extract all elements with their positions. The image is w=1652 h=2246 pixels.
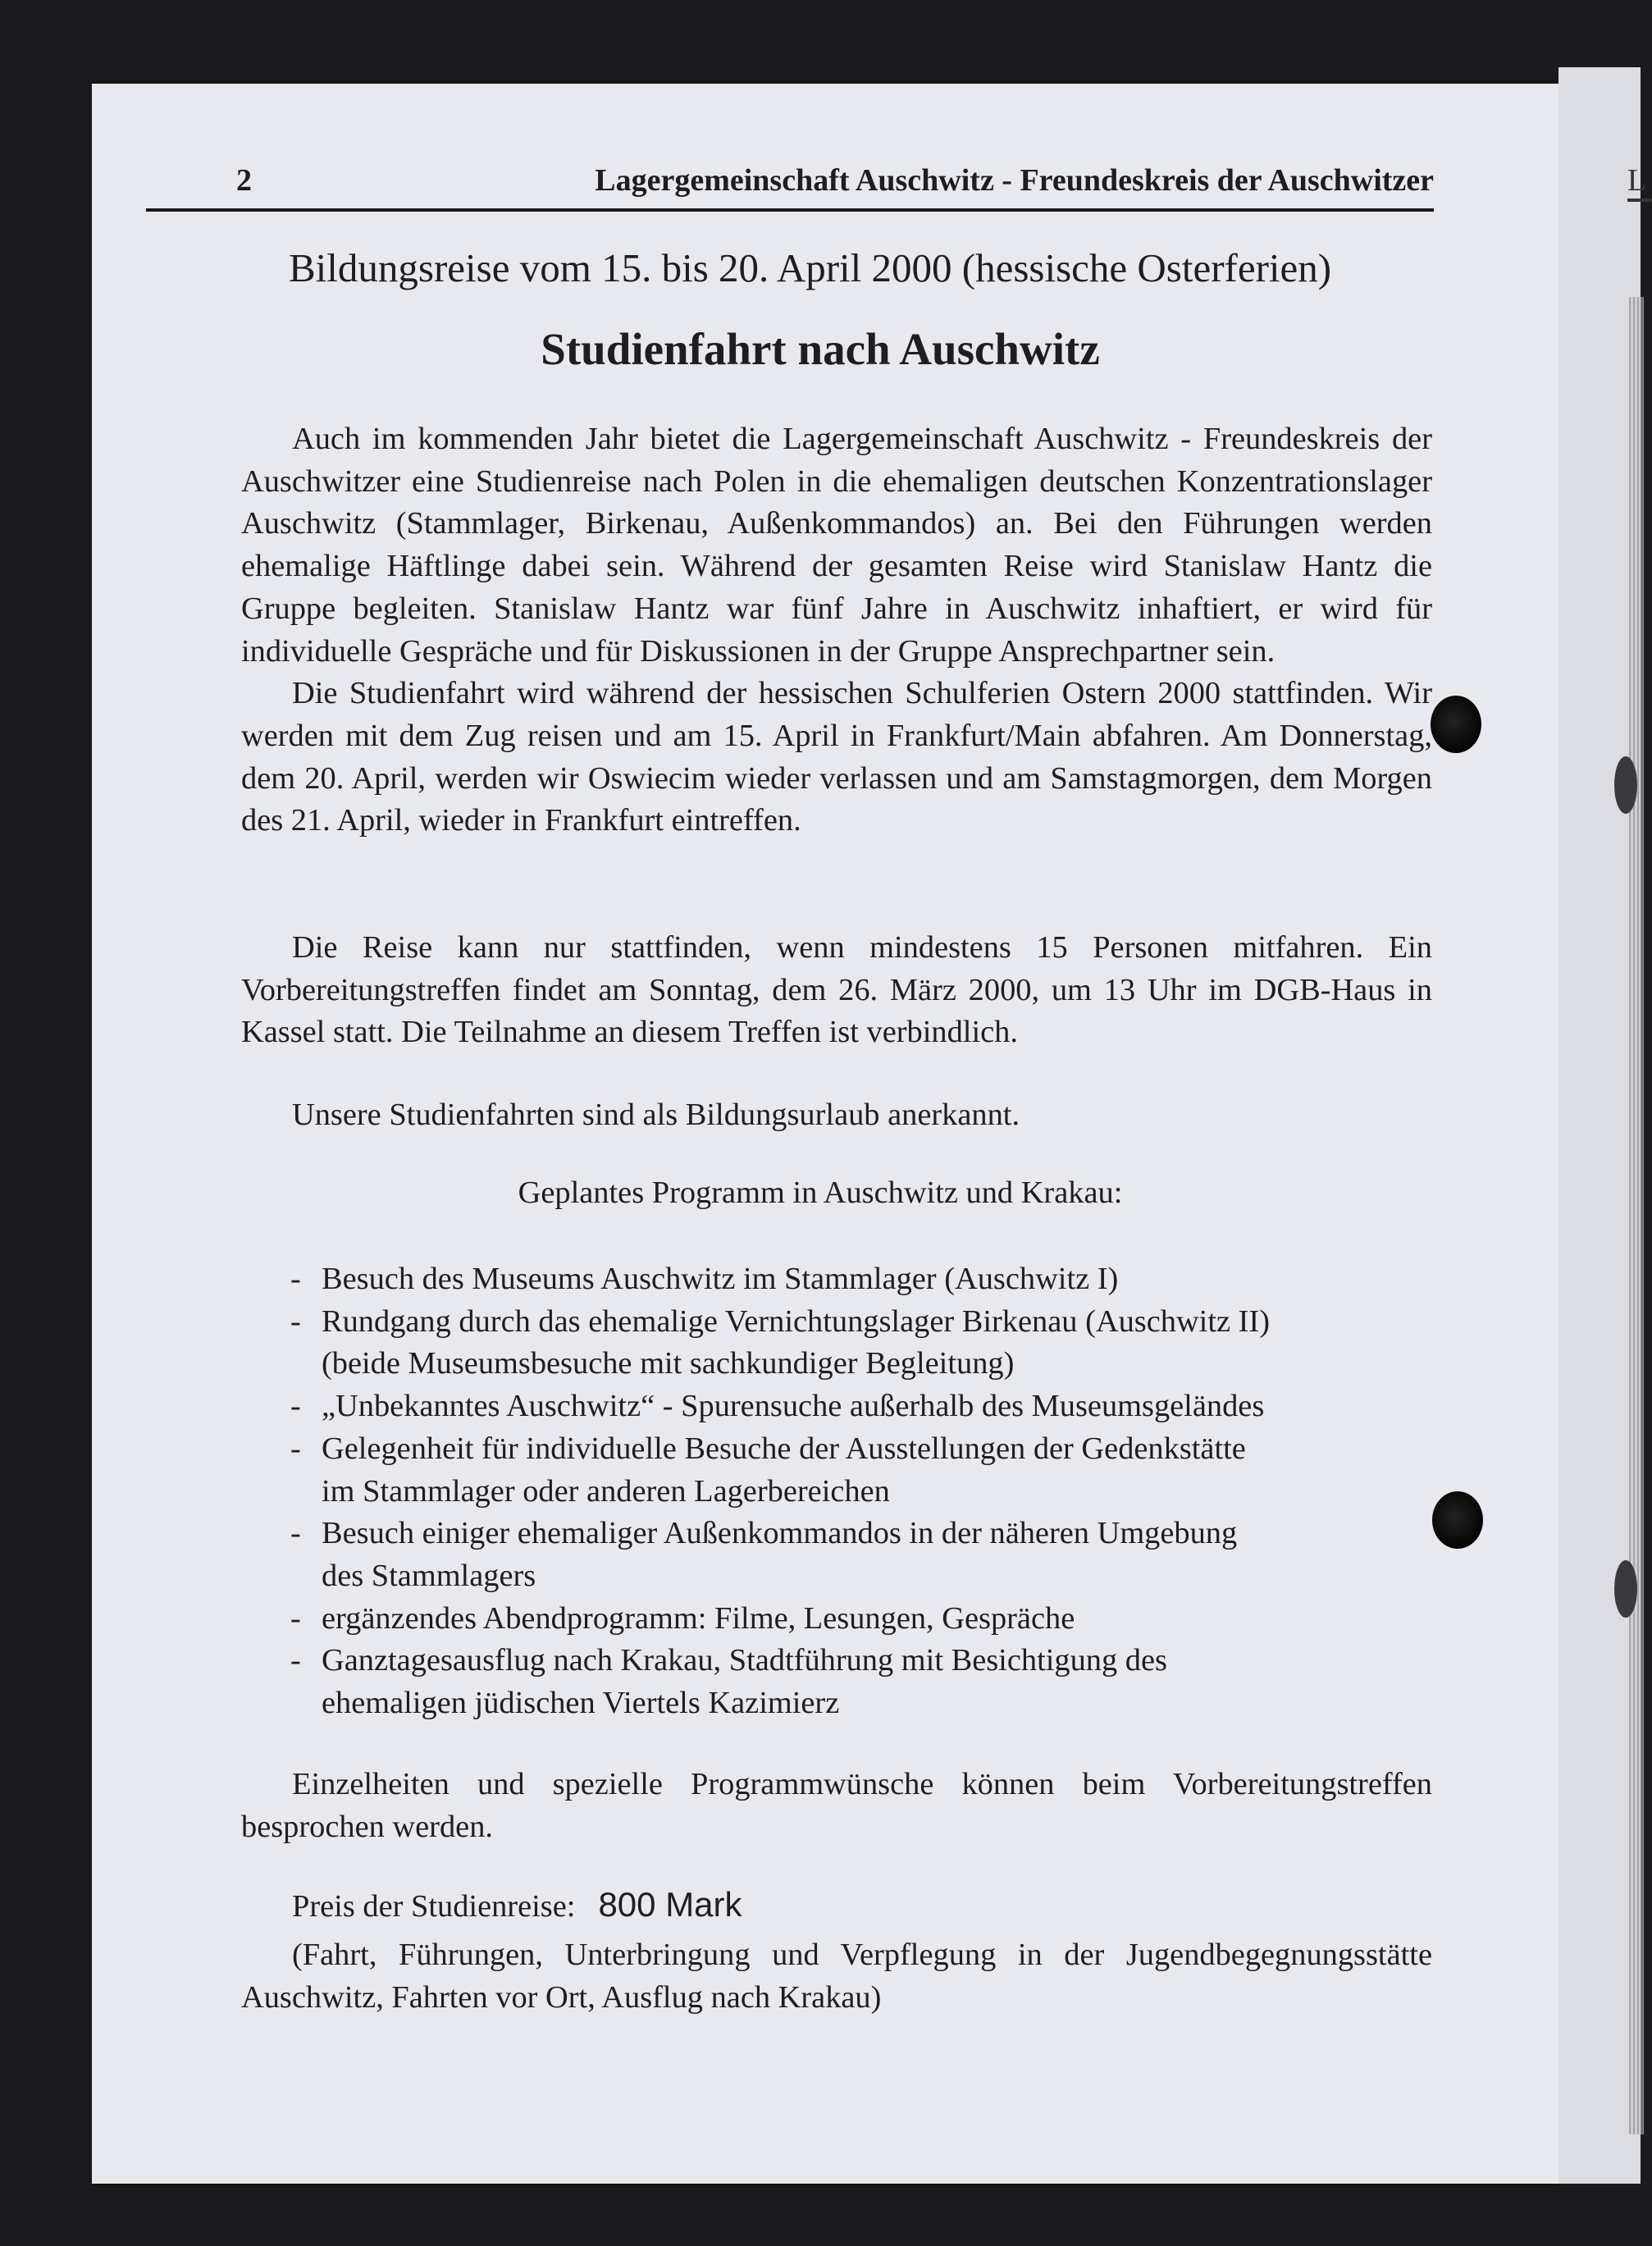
program-item-text: Besuch einiger ehemaliger Außenkommandos in der näheren Umgebung xyxy=(322,1516,1238,1551)
conditions-section xyxy=(241,927,1432,1054)
program-item xyxy=(290,1640,1439,1724)
price-details-section xyxy=(241,1934,1432,2019)
page-header xyxy=(146,161,1434,212)
paragraph-closing: Einzelheiten und spezielle Programmwünsche können beim Vorbereitungstreffen besprochen werden. xyxy=(241,1767,1432,1844)
paragraph-recognition: Unsere Studienfahrten sind als Bildungsurlaub anerkannt. xyxy=(292,1098,1020,1132)
program-item xyxy=(290,1301,1439,1385)
program-item-continuation: des Stammlagers xyxy=(322,1558,536,1593)
program-item-continuation: (beide Museumsbesuche mit sachkundiger Begleitung) xyxy=(322,1346,1015,1381)
program-item-text: ergänzendes Abendprogramm: Filme, Lesungen, Gespräche xyxy=(322,1600,1075,1636)
page-number: 2 xyxy=(236,163,252,198)
closing-section xyxy=(241,1764,1432,1848)
punch-hole-upper xyxy=(1431,696,1481,753)
adjacent-page-edge xyxy=(1558,67,1647,2184)
program-item-text: Gelegenheit für individuelle Besuche der Ausstellungen der Gedenkstätte xyxy=(322,1431,1246,1466)
program-item-continuation: ehemaligen jüdischen Viertels Kazimierz xyxy=(322,1686,840,1721)
program-item xyxy=(290,1598,1439,1641)
price-details: (Fahrt, Führungen, Unterbringung und Verpflegung in der Jugendbegegnungsstätte Auschwitz, Fahrten vor Ort, Ausflug nach Krakau) xyxy=(241,1938,1432,2015)
paragraph-conditions: Die Reise kann nur stattfinden, wenn mindestens 15 Personen mitfahren. Ein Vorbereitungstreffen findet am Sonntag, dem 26. März 2000, um 13 Uhr im DGB-Haus in Kassel statt. Die Teilnahme an diesem Treffen ist verbindlich. xyxy=(241,930,1432,1050)
document-title: Studienfahrt nach Auschwitz xyxy=(541,324,1100,374)
intro-section xyxy=(241,418,1432,842)
running-title: Lagergemeinschaft Auschwitz - Freundeskreis der Auschwitzer xyxy=(595,163,1434,198)
program-item xyxy=(290,1258,1439,1301)
punch-hole-lower xyxy=(1432,1491,1483,1549)
price-line xyxy=(292,1885,742,1924)
adjacent-page-image-strip xyxy=(1629,297,1644,2134)
program-item-text: Besuch des Museums Auschwitz im Stammlager (Auschwitz I) xyxy=(322,1262,1119,1296)
program-item xyxy=(290,1385,1439,1428)
program-item-continuation: im Stammlager oder anderen Lagerbereichen xyxy=(322,1473,890,1509)
price-amount: 800 Mark xyxy=(598,1885,742,1924)
adjacent-punch-hole-lower xyxy=(1614,1560,1637,1618)
adjacent-punch-hole-upper xyxy=(1614,756,1637,814)
recognition-section xyxy=(241,1094,1432,1137)
program-item xyxy=(290,1428,1439,1513)
adjacent-page-letter: L xyxy=(1627,163,1647,198)
paragraph-intro: Auch im kommenden Jahr bietet die Lagergemeinschaft Auschwitz - Freundeskreis der Auschwitzer eine Studienreise nach Polen in die ehemaligen deutschen Konzentrationslager Auschwitz (Stammlager, Birkenau, Außenkommandos) an. Bei den Führungen werden ehemalige Häftlinge dabei sein. Während der gesamten Reise wird Stanislaw Hantz die Gruppe begleiten. Stanislaw Hantz war fünf Jahre in Auschwitz inhaftiert, er wird für individuelle Gespräche und für Diskussionen in der Gruppe Ansprechpartner sein. xyxy=(241,422,1432,669)
program-item-text: „Unbekanntes Auschwitz“ - Spurensuche außerhalb des Museumsgeländes xyxy=(322,1389,1265,1424)
document-subtitle: Bildungsreise vom 15. bis 20. April 2000 (hessische Osterferien) xyxy=(289,245,1332,290)
program-item-text: Ganztagesausflug nach Krakau, Stadtführung mit Besichtigung des xyxy=(322,1643,1167,1678)
paragraph-travel-dates: Die Studienfahrt wird während der hessischen Schulferien Ostern 2000 stattfinden. Wir werden mit dem Zug reisen und am 15. April in Frankfurt/Main abfahren. Am Donnerstag, dem 20. April, werden wir Oswiecim wieder verlassen und am Samstagmorgen, dem Morgen des 21. April, wieder in Frankfurt eintreffen. xyxy=(241,676,1432,838)
program-list xyxy=(290,1258,1439,1725)
program-heading: Geplantes Programm in Auschwitz und Krakau: xyxy=(518,1175,1123,1210)
program-item xyxy=(290,1513,1439,1597)
price-label: Preis der Studienreise: xyxy=(292,1889,576,1924)
program-item-text: Rundgang durch das ehemalige Vernichtungslager Birkenau (Auschwitz II) xyxy=(322,1303,1270,1339)
adjacent-page-rule xyxy=(1627,199,1652,202)
